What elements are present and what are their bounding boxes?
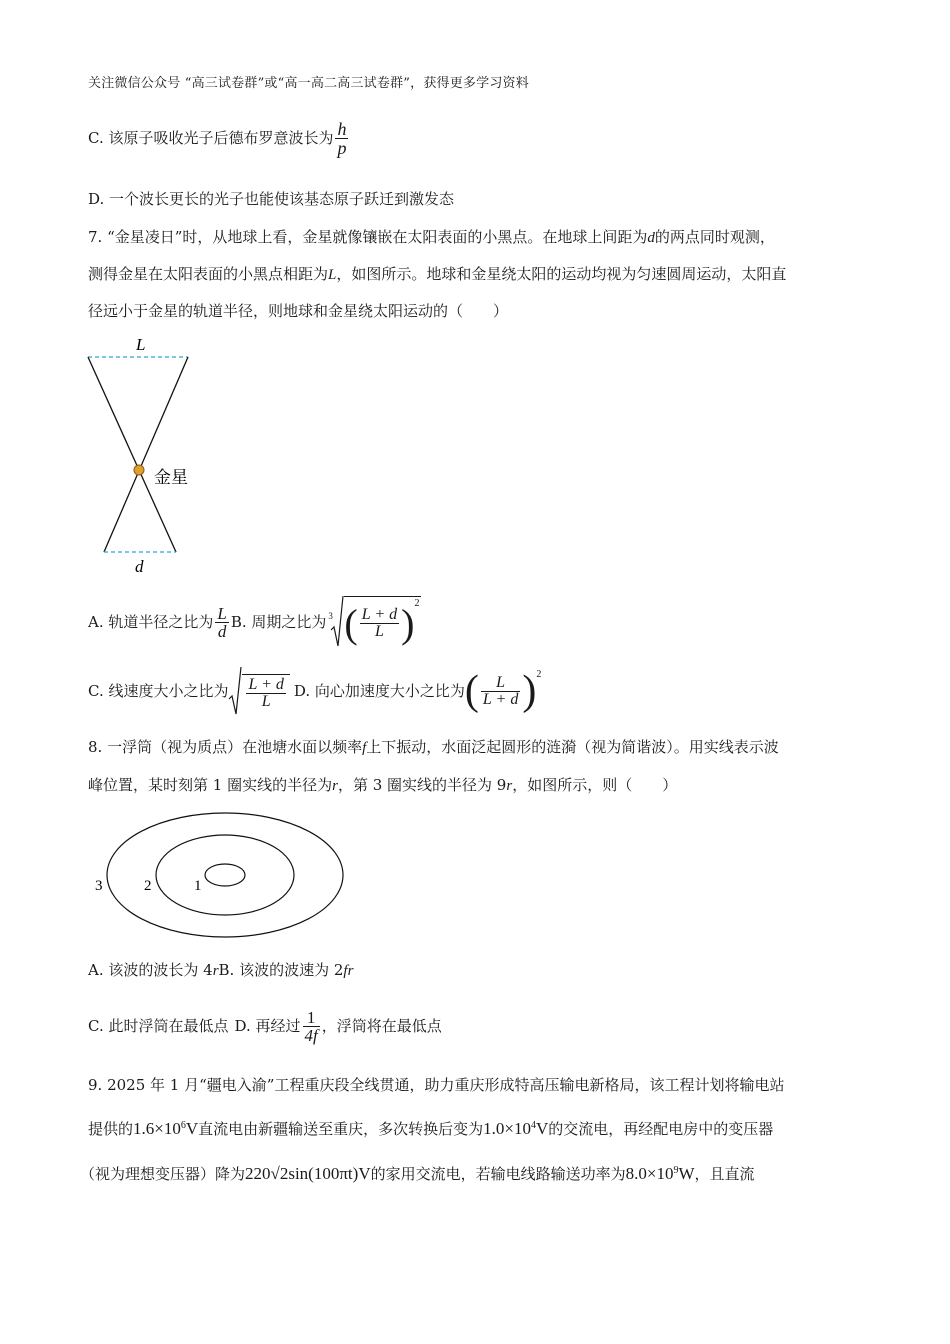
ripple-label-2: 2 — [144, 878, 152, 894]
q7-option-b-fraction — [360, 607, 399, 640]
q8-stem-line2 — [88, 778, 677, 794]
q8-option-d-suffix: ，浮筒将在最低点 — [321, 1016, 442, 1035]
q9-text: ，且直流 — [694, 1165, 755, 1183]
ripple-3 — [107, 813, 343, 937]
q7-var-l: L — [328, 267, 337, 283]
q9-value-household: 220√2sin(100πt) — [245, 1164, 359, 1183]
q8-option-b-var: fr — [343, 963, 354, 979]
exponent: 2 — [536, 669, 542, 680]
q7-text: 的两点同时观测， — [654, 228, 775, 246]
fraction-denominator: L — [261, 693, 271, 710]
q8-var-r: r — [506, 778, 513, 794]
sightline-left — [88, 357, 176, 552]
q8-text: 峰位置，某时刻第 1 圈实线的半径为 — [88, 776, 333, 794]
q7-stem-line1 — [88, 230, 775, 246]
venus-dot — [134, 465, 144, 475]
q6-option-c-text: C. 该原子吸收光子后德布罗意波长为 — [88, 129, 334, 147]
q9-text: （视为理想变压器）降为 — [80, 1165, 246, 1183]
venus-transit-diagram — [80, 330, 220, 580]
q8-option-b-text: B. 该波的波速为 2 — [218, 961, 344, 979]
q9-value-voltage-dc: 1.6×10 — [133, 1119, 181, 1138]
fraction-denominator: p — [337, 138, 347, 158]
q8-stem-line1 — [88, 740, 779, 756]
ripple-label-1: 1 — [194, 878, 202, 894]
q9-stem-line3 — [80, 1165, 755, 1182]
q7-stem-line3: 径远小于金星的轨道半径，则地球和金星绕太阳运动的（ ） — [88, 302, 509, 320]
fraction-numerator: L — [217, 603, 227, 623]
unit: V — [358, 1164, 371, 1183]
exponent: 4 — [531, 1120, 536, 1131]
q8-option-a-var: r — [212, 963, 219, 979]
unit: V — [536, 1119, 549, 1138]
q7-option-b-root — [330, 594, 421, 651]
q7-option-b-text: B. 周期之比为 — [230, 612, 327, 631]
figure-label-d: d — [135, 557, 144, 576]
q8-option-c-text: C. 此时浮筒在最低点 — [88, 1016, 229, 1035]
q7-text: 7. “金星凌日”时，从地球上看，金星就像镶嵌在太阳表面的小黑点。在地球上间距为 — [88, 228, 648, 246]
q7-options-cd — [88, 664, 541, 718]
q9-stem-line1: 9. 2025 年 1 月“疆电入渝”工程重庆段全线贯通，助力重庆形成特高压输电新格局，该工程计划将输电站 — [88, 1076, 785, 1094]
q7-text: 测得金星在太阳表面的小黑点相距为 — [88, 265, 329, 283]
fraction-numerator: L + d — [361, 606, 398, 623]
q6-option-d: D. 一个波长更长的光子也能使该基态原子跃迁到激发态 — [88, 190, 455, 208]
q8-text: 8. 一浮筒（视为质点）在池塘水面以频率 — [88, 738, 363, 756]
q7-stem-line2 — [88, 267, 786, 283]
q7-option-c-text: C. 线速度大小之比为 — [88, 681, 229, 700]
q6-option-c-fraction — [335, 120, 348, 157]
q8-option-d-text: D. 再经过 — [234, 1016, 301, 1035]
fraction-denominator: L + d — [482, 690, 519, 708]
fraction-numerator: h — [337, 119, 347, 139]
fraction-denominator: d — [217, 621, 227, 641]
fraction-numerator: L — [481, 675, 520, 692]
q9-text: 提供的 — [88, 1120, 134, 1138]
ripple-2 — [156, 835, 294, 915]
q7-option-a-fraction — [215, 605, 228, 640]
q7-option-c-root — [228, 665, 289, 717]
q9-text: 直流电由新疆输送至重庆，多次转换后变为 — [198, 1120, 484, 1138]
fraction-numerator: 1 — [303, 1009, 320, 1027]
q8-options-cd — [88, 1000, 442, 1052]
q8-text: ，第 3 圈实线的半径为 9 — [337, 776, 507, 794]
q7-options-ab — [88, 594, 421, 650]
ripple-diagram — [88, 800, 358, 950]
fraction-numerator: L + d — [248, 676, 284, 693]
q8-option-d-fraction — [303, 1009, 320, 1044]
q8-text: 上下振动，水面泛起圆形的涟漪（视为简谐波）。用实线表示波 — [366, 738, 779, 756]
fraction-denominator: 4f — [304, 1025, 318, 1045]
q9-text: 的交流电，再经配电房中的变压器 — [548, 1120, 774, 1138]
exponent: 6 — [180, 1120, 186, 1131]
ripple-1 — [205, 864, 245, 886]
root-index: 3 — [328, 610, 333, 621]
sightline-right — [104, 357, 188, 552]
q7-option-c-fraction — [246, 677, 285, 710]
q7-option-d-text: D. 向心加速度大小之比为 — [293, 681, 465, 700]
unit: V — [185, 1119, 199, 1138]
q9-text: 的家用交流电，若输电线路输送功率为 — [370, 1165, 626, 1183]
page-header: 关注微信公众号 “高三试卷群”或“高一高二高三试卷群”，获得更多学习资料 — [88, 76, 529, 91]
figure-label-venus: 金星 — [154, 468, 188, 488]
radical-sign — [330, 594, 344, 650]
unit: W — [678, 1164, 695, 1183]
q9-stem-line2 — [88, 1120, 773, 1137]
exponent: 2 — [414, 597, 420, 609]
radical-sign — [228, 665, 242, 717]
ripple-label-3: 3 — [95, 878, 103, 894]
q9-value-voltage-ac: 1.0×10 — [483, 1119, 531, 1138]
q8-var-f: f — [362, 740, 367, 756]
q7-option-d-fraction — [481, 675, 520, 708]
q9-value-power: 8.0×10 — [625, 1164, 674, 1183]
q6-option-c — [88, 120, 350, 157]
figure-label-l: L — [136, 335, 146, 354]
q7-var-d: d — [647, 230, 655, 246]
radicand: ( $\frac{L + d}{L}$ ) 2 — [344, 596, 421, 651]
q7-text: ，如图所示。地球和金星绕太阳的运动均视为匀速圆周运动，太阳直 — [336, 265, 787, 283]
q8-option-a-text: A. 该波的波长为 4 — [88, 961, 213, 979]
q7-option-d-expr: ( $\frac{L}{L + d}$ ) 2 — [464, 668, 542, 714]
q8-var-r: r — [332, 778, 338, 794]
fraction-denominator: L — [374, 623, 384, 640]
q7-option-a-text: A. 轨道半径之比为 — [88, 612, 214, 631]
q8-text: ，如图所示，则（ ） — [512, 776, 678, 794]
exponent: 9 — [673, 1165, 679, 1176]
q8-options-ab — [88, 963, 353, 979]
